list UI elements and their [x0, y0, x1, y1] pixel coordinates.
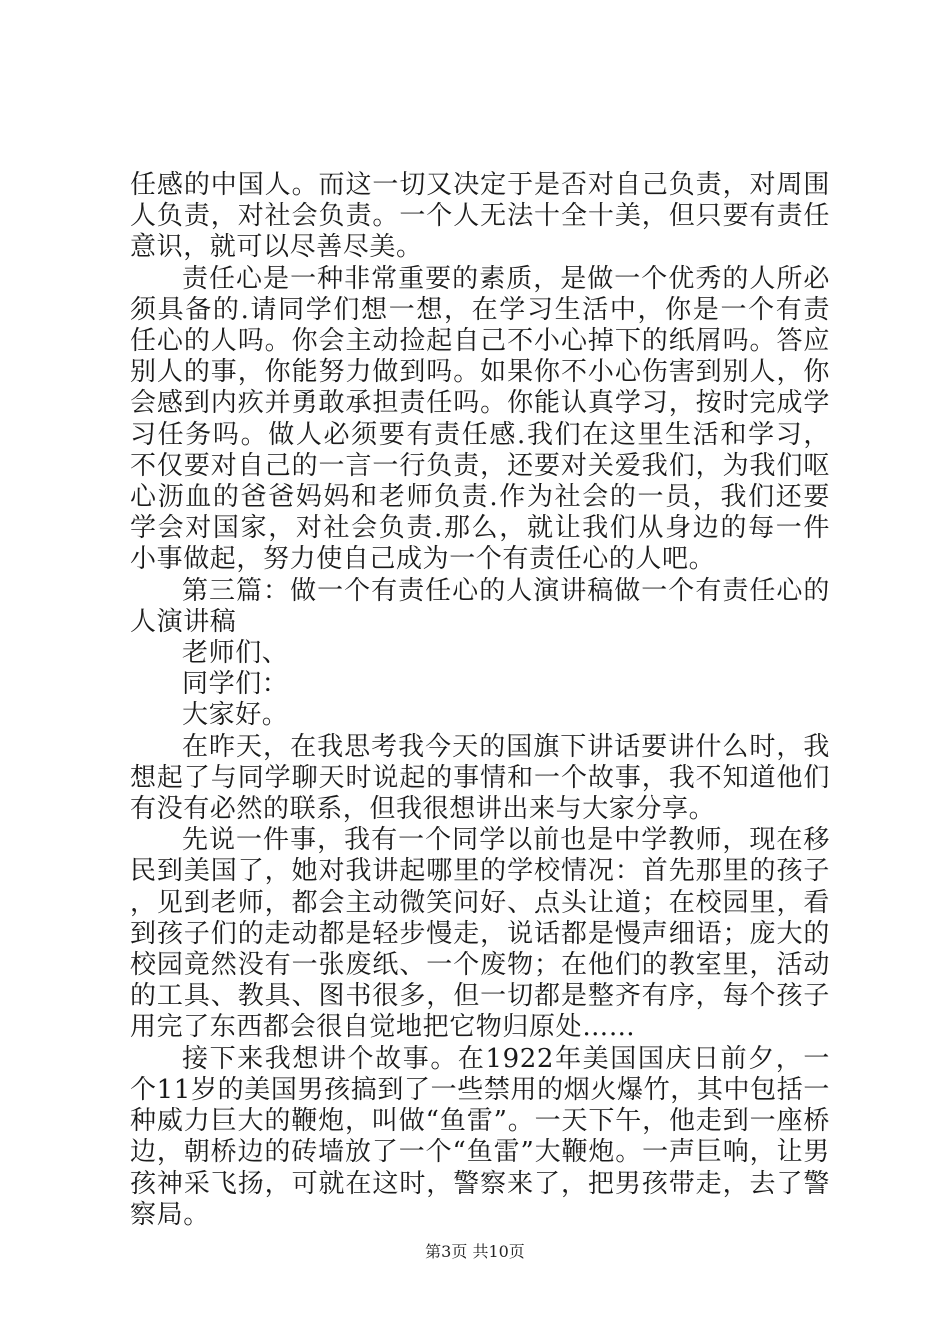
paragraph-continuation: 任感的中国人。而这一切又决定于是否对自己负责，对周围人负责，对社会负责。一个人无法十全十美，但只要有责任意识，就可以尽善尽美。 — [130, 170, 830, 263]
paragraph-yesterday: 在昨天，在我思考我今天的国旗下讲话要讲什么时，我想起了与同学聊天时说起的事情和一个故事，我不知道他们有没有必然的联系，但我很想讲出来与大家分享。 — [130, 731, 830, 825]
section-heading: 第三篇：做一个有责任心的人演讲稿做一个有责任心的人演讲稿 — [130, 575, 830, 637]
paragraph-firecracker-story: 接下来我想讲个故事。在1922年美国国庆日前夕，一个11岁的美国男孩搞到了一些禁用的烟火爆竹，其中包括一种威力巨大的鞭炮，叫做“鱼雷”。一天下午，他走到一座桥边，朝桥边的砖墙放了一个“鱼雷”大鞭炮。一声巨响，让男孩神采飞扬，可就在这时，警察来了，把男孩带走，去了警察局。 — [130, 1043, 830, 1230]
paragraph-classmate-story: 先说一件事，我有一个同学以前也是中学教师，现在移民到美国了，她对我讲起哪里的学校情况：首先那里的孩子，见到老师，都会主动微笑问好、点头让道；在校园里，看到孩子们的走动都是轻步慢走，说话都是慢声细语；庞大的校园竟然没有一张废纸、一个废物；在他们的教室里，活动的工具、教具、图书很多，但一切都是整齐有序，每个孩子用完了东西都会很自觉地把它物归原处…… — [130, 825, 830, 1043]
page-number-label: 第3页 共10页 — [425, 1242, 525, 1261]
page-footer — [0, 1242, 950, 1262]
document-body — [130, 170, 830, 1231]
salutation-students: 同学们： — [182, 669, 289, 700]
greeting: 大家好。 — [182, 700, 289, 731]
salutation-teachers: 老师们、 — [182, 638, 289, 669]
paragraph-responsibility: 责任心是一种非常重要的素质，是做一个优秀的人所必须具备的.请同学们想一想，在学习生活中，你是一个有责任心的人吗。你会主动捡起自己不小心掉下的纸屑吗。答应别人的事，你能努力做到吗。如果你不小心伤害到别人，你会感到内疚并勇敢承担责任吗。你能认真学习，按时完成学习任务吗。做人必须要有责任感.我们在这里生活和学习，不仅要对自己的一言一行负责，还要对关爱我们，为我们呕心沥血的爸爸妈妈和老师负责.作为社会的一员，我们还要学会对国家，对社会负责.那么，就让我们从身边的每一件小事做起，努力使自己成为一个有责任心的人吧。 — [130, 263, 830, 575]
